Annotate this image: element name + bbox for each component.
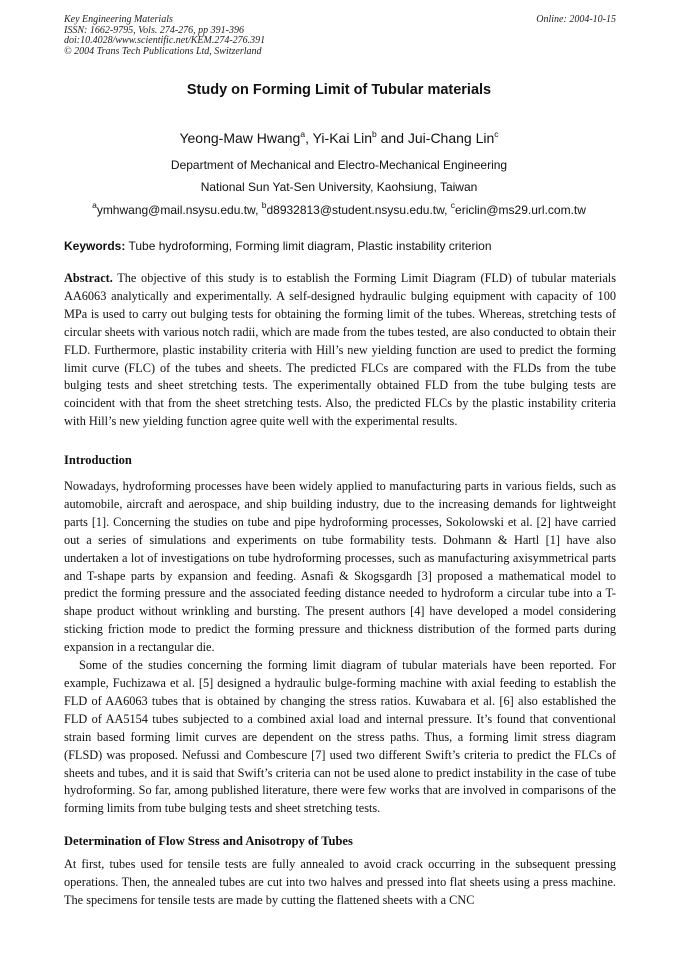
- introduction-heading: Introduction: [64, 453, 132, 467]
- affiliation-department: Department of Mechanical and Electro-Mechanical Engineering: [170, 158, 508, 172]
- paper-title: Study on Forming Limit of Tubular materials: [186, 82, 492, 98]
- email-address: d8932813@student.nsysu.edu.tw,: [266, 203, 451, 217]
- flow-stress-paragraph: At first, tubes used for tensile tests are fully annealed to avoid crack occurring in the subsequent pressing operations. Then, the annealed tubes are cut into two halves and pressed into flat sheets using a press machine. The specimens for tensile tests are made by cutting the flattened sheets with a CNC: [64, 857, 616, 907]
- journal-name: Key Engineering Materials: [64, 14, 173, 25]
- journal-issn: ISSN: 1662-9795, Vols. 274-276, pp 391-396: [64, 24, 244, 36]
- author-name: Yeong-Maw Hwang: [179, 130, 301, 146]
- author-name: Yi-Kai Lin: [312, 130, 373, 146]
- author-list: [0, 130, 678, 146]
- email-superscript: a: [92, 200, 97, 210]
- email-superscript: c: [450, 200, 456, 210]
- introduction-body: [64, 478, 616, 818]
- journal-doi: doi:10.4028/www.scientific.net/KEM.274-276.391: [64, 35, 266, 46]
- online-date: Online: 2004-10-15: [536, 14, 616, 25]
- affiliation-university: National Sun Yat-Sen University, Kaohsiung, Taiwan: [200, 180, 478, 194]
- abstract-text: The objective of this study is to establish the Forming Limit Diagram (FLD) of tubular materials AA6063 analytically and experimentally. A self-designed hydraulic bulging equipment with capacity of 100 MPa is used to carry out bulging tests for obtaining the forming limit of the tubes. Whereas, stretching tests of circular sheets with various notch radii, which are made from the tubes tested, are also conducted to obtain their FLD. Furthermore, plastic instability criteria with Hill’s new yielding function are used to predict the forming limit curve (FLC) of the tubes and sheets. The predicted FLCs are compared with the FLDs from the tube bulging tests and sheet stretching tests. The experimentally obtained FLD from the tube bulging tests are coincident with that from the sheet stretching tests. Also, the predicted FLCs by the plastic instability criteria with Hill’s new yielding function agree quite well with the experimental results.: [64, 271, 616, 429]
- introduction-paragraph: Some of the studies concerning the forming limit diagram of tubular materials have been reported. For example, Fuchizawa et al. [5] designed a hydraulic bulge-forming machine with axial feeding to establish the FLD of AA6063 tubes that is obtained by changing the stress ratios. Kuwabara et al. [6] also established the FLD of AA5154 tubes subjected to a combined axial load and internal pressure. It’s found that conventional strain based forming limit curves are dependent on the stress paths. Thus, a forming limit stress diagram (FLSD) was proposed. Nefussi and Combescure [7] used two different Swift’s criteria to predict the FLCs of sheets and tubes, and it is said that Swift’s criteria can not be used alone to predict instability in the case of tube hydroforming. So far, among published literature, there were few works that are involved in comparisons of the forming limits from tube bulging tests and sheet stretching tests.: [64, 658, 616, 816]
- author-superscript: b: [372, 129, 377, 139]
- journal-info: [64, 15, 616, 57]
- flow-stress-heading: Determination of Flow Stress and Anisotropy of Tubes: [64, 834, 353, 848]
- introduction-paragraph: Nowadays, hydroforming processes have been widely applied to manufacturing parts in various fields, such as automobile, aircraft and aerospace, and ship building industry, due to the increasing demands for lightweight parts [1]. Concerning the studies on tube and pipe hydroforming processes, Sokolowski et al. [2] have carried out a series of simulations and experiments on tube formability tests. Dohmann & Hartl [1] have also undertaken a lot of investigations on tube hydroforming processes, such as manufacturing axisymmetrical parts and T-shape parts by expansion and feeding. Asnafi & Skogsgardh [3] proposed a mathematical model to predict the forming pressure and the associated feeding distance needed to hydroform a circular tube into a T-shape product without wrinkling and bursting. The present authors [4] have developed a model considering sticking friction mode to predict the forming pressure and thickness distribution of the formed parts during expansion in a rectangular die.: [64, 479, 616, 655]
- abstract-paragraph: [64, 270, 616, 431]
- author-separator: ,: [305, 130, 313, 146]
- author-superscript: c: [494, 129, 499, 139]
- author-name: Jui-Chang Lin: [407, 130, 495, 146]
- email-superscript: b: [261, 200, 267, 210]
- email-address: ericlin@ms29.url.com.tw: [455, 203, 586, 217]
- email-address: ymhwang@mail.nsysu.edu.tw,: [96, 203, 262, 217]
- journal-header: [64, 15, 616, 57]
- journal-copyright: © 2004 Trans Tech Publications Ltd, Switzerland: [64, 45, 262, 57]
- author-emails: [0, 200, 678, 217]
- author-separator: and: [376, 130, 408, 146]
- author-superscript: a: [300, 129, 306, 139]
- keywords-label: Keywords:: [64, 239, 126, 253]
- keywords-text: Tube hydroforming, Forming limit diagram, Plastic instability criterion: [125, 239, 492, 253]
- keywords-line: [64, 239, 616, 253]
- abstract-label: Abstract.: [64, 271, 113, 285]
